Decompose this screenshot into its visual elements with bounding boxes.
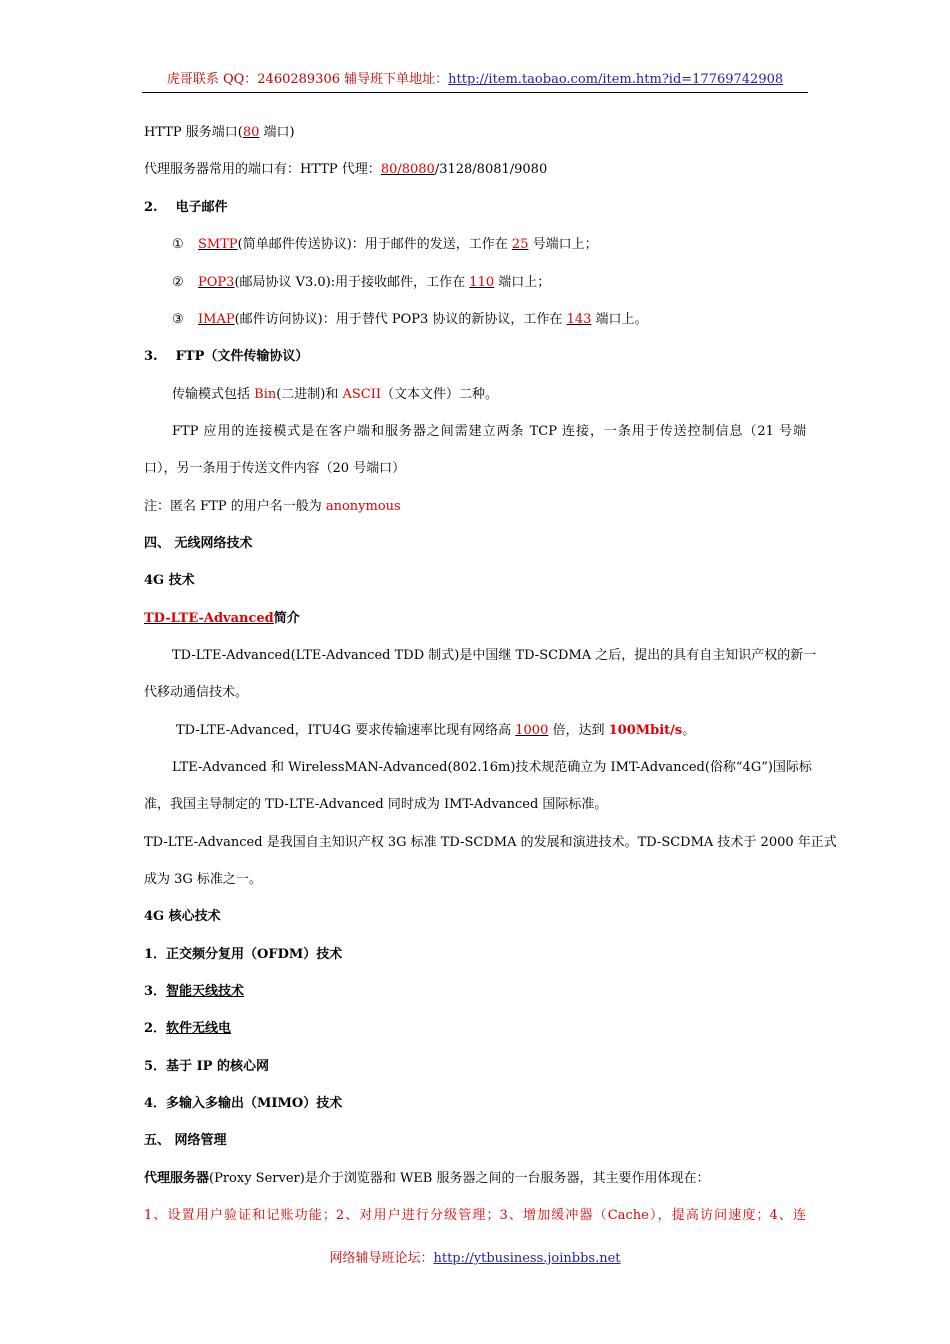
ascii-mode: ASCII (342, 387, 382, 402)
pop3-port: 110 (469, 275, 495, 290)
proxy-functions: 1、设置用户验证和记账功能；2、对用户进行分级管理；3、增加缓冲器（Cache），提高访问速度；4、连 (144, 1208, 806, 1223)
td-lte-para2: TD-LTE-Advanced，ITU4G 要求传输速率比现有网络高 1000 倍，达到 100Mbit/s。 (176, 723, 696, 738)
header-contact: 虎哥联系 QQ：2460289306 辅导班下单地址： (166, 72, 449, 87)
http-port-line: HTTP 服务端口(80 端口) (144, 125, 295, 140)
core-item-ip-core: 5．基于 IP 的核心网 (144, 1059, 269, 1074)
footer-link[interactable]: http://ytbusiness.joinbbs.net (433, 1251, 621, 1266)
footer-label: 网络辅导班论坛： (329, 1251, 434, 1266)
td-lte-para3-line1: LTE-Advanced 和 WirelessMAN-Advanced(802.16m)技术规范确立为 IMT-Advanced(俗称“4G”)国际标 (172, 760, 812, 775)
anonymous-user: anonymous (325, 499, 401, 514)
email-item-imap: ③ IMAP(邮件访问协议)：用于替代 POP3 协议的新协议，工作在 143 端口上。 (172, 312, 648, 327)
td-lte-para3-line2: 准，我国主导制定的 TD-LTE-Advanced 同时成为 IMT-Advanced 国际标准。 (144, 797, 608, 812)
ftp-heading: 3. FTP（文件传输协议） (144, 349, 309, 364)
proxy-ports-line: 代理服务器常用的端口有：HTTP 代理：80/8080/3128/8081/9080 (144, 162, 548, 177)
speed-value: 100Mbit/s (608, 723, 683, 738)
4g-tech-heading: 4G 技术 (144, 573, 195, 588)
imap-port: 143 (566, 312, 592, 327)
ftp-conn-line-1: FTP 应用的连接模式是在客户端和服务器之间需建立两条 TCP 连接，一条用于传送控制信息（21 号端 (172, 424, 806, 439)
mgmt-heading: 五、 网络管理 (144, 1133, 227, 1148)
email-item-smtp: ① SMTP(简单邮件传送协议)：用于邮件的发送，工作在 25 号端口上； (172, 237, 598, 252)
td-lte-para4-line1: TD-LTE-Advanced 是我国自主知识产权 3G 标准 TD-SCDMA 的发展和演进技术。TD-SCDMA 技术于 2000 年正式 (144, 835, 837, 850)
4g-core-heading: 4G 核心技术 (144, 909, 221, 924)
smtp-label: SMTP (198, 237, 238, 252)
td-lte-para4-line2: 成为 3G 标准之一。 (144, 872, 262, 887)
td-lte-title: TD-LTE-Advanced简介 (144, 611, 300, 626)
imap-label: IMAP (198, 312, 235, 327)
core-item-smart-antenna: 3．智能天线技术 (144, 984, 245, 999)
ftp-mode-line: 传输模式包括 Bin(二进制)和 ASCII（文本文件）二种。 (172, 387, 499, 402)
td-lte-name: TD-LTE-Advanced (144, 611, 274, 626)
core-item-ofdm: 1．正交频分复用（OFDM）技术 (144, 947, 343, 962)
header-link[interactable]: http://item.taobao.com/item.htm?id=17769742908 (448, 72, 784, 87)
pop3-label: POP3 (198, 275, 235, 290)
proxy-definition: 代理服务器(Proxy Server)是介于浏览器和 WEB 服务器之间的一台服务器，其主要作用体现在： (144, 1171, 710, 1186)
td-lte-para1-line1: TD-LTE-Advanced(LTE-Advanced TDD 制式)是中国继 TD-SCDMA 之后，提出的具有自主知识产权的新一 (172, 648, 817, 663)
td-lte-para1-line2: 代移动通信技术。 (144, 685, 249, 700)
page-footer (142, 1247, 808, 1266)
proxy-ports-value: 80/8080 (380, 162, 435, 177)
core-item-mimo: 4．多输入多输出（MIMO）技术 (144, 1096, 343, 1111)
ftp-note: 注：匿名 FTP 的用户名一般为 anonymous (144, 499, 401, 514)
core-item-software-radio: 2．软件无线电 (144, 1021, 232, 1036)
page-header (142, 68, 808, 93)
ftp-conn-line-2: 口），另一条用于传送文件内容（20 号端口） (144, 461, 406, 476)
speed-multiplier: 1000 (515, 723, 549, 738)
http-port-value: 80 (242, 125, 260, 140)
email-item-pop3: ② POP3(邮局协议 V3.0):用于接收邮件，工作在 110 端口上； (172, 275, 551, 290)
bin-mode: Bin (254, 387, 277, 402)
smtp-port: 25 (511, 237, 529, 252)
wireless-heading: 四、 无线网络技术 (144, 536, 253, 551)
email-heading: 2. 电子邮件 (144, 200, 228, 215)
